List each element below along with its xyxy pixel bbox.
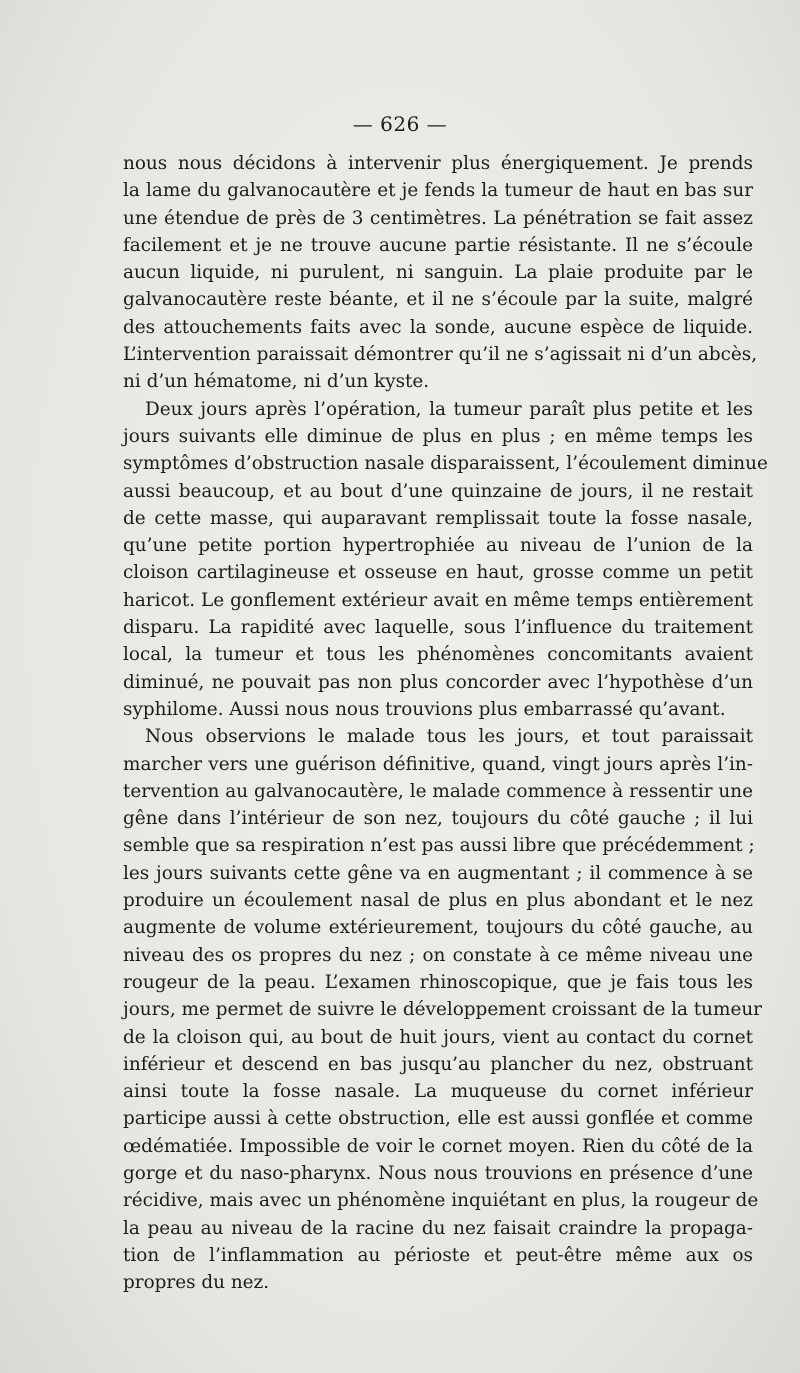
text-line: aucun liquide, ni purulent, ni sanguin. La plaie produite par le: [123, 262, 753, 284]
text-line: niveau des os propres du nez ; on constate à ce même niveau une: [123, 944, 753, 966]
text-line: une étendue de près de 3 centimètres. La pénétration se fait assez: [123, 207, 753, 229]
text-line: la peau au niveau de la racine du nez faisait craindre la propaga-: [123, 1217, 753, 1239]
text-line: disparu. La rapidité avec laquelle, sous l’influence du traitement: [123, 617, 753, 639]
text-line: de cette masse, qui auparavant remplissait toute la fosse nasale,: [123, 507, 753, 529]
text-line: Nous observions le malade tous les jours, et tout paraissait: [145, 726, 753, 748]
text-line: produire un écoulement nasal de plus en plus abondant et le nez: [123, 890, 753, 912]
text-line: diminué, ne pouvait pas non plus concorder avec l’hypothèse d’un: [123, 671, 753, 693]
text-line: œdématiée. Impossible de voir le cornet moyen. Rien du côté de la: [123, 1135, 753, 1157]
text-line: marcher vers une guérison définitive, quand, vingt jours après l’in-: [123, 753, 753, 775]
text-line: L’intervention paraissait démontrer qu’il ne s’agissait ni d’un abcès,: [123, 344, 758, 366]
text-line: haricot. Le gonflement extérieur avait en même temps entièrement: [123, 589, 753, 611]
text-line: facilement et je ne trouve aucune partie résistante. Il ne s’écoule: [123, 234, 753, 256]
text-line: cloison cartilagineuse et osseuse en haut, grosse comme un petit: [123, 562, 753, 584]
text-line: galvanocautère reste béante, et il ne s’écoule par la suite, malgré: [123, 289, 753, 311]
text-line: tion de l’inflammation au périoste et peut-être même aux os: [123, 1244, 753, 1266]
text-line: gorge et du naso-pharynx. Nous nous trouvions en présence d’une: [123, 1162, 753, 1184]
text-line: augmente de volume extérieurement, toujours du côté gauche, au: [123, 917, 753, 939]
text-line: Deux jours après l’opération, la tumeur paraît plus petite et les: [145, 398, 753, 420]
text-line: tervention au galvanocautère, le malade commence à ressentir une: [123, 780, 753, 802]
text-line: participe aussi à cette obstruction, elle est aussi gonflée et comme: [123, 1108, 753, 1130]
text-line: propres du nez.: [123, 1272, 270, 1294]
text-line: des attouchements faits avec la sonde, aucune espèce de liquide.: [123, 316, 753, 338]
text-line: ni d’un hématome, ni d’un kyste.: [123, 371, 430, 393]
text-line: inférieur et descend en bas jusqu’au plancher du nez, obstruant: [123, 1053, 753, 1075]
text-line: local, la tumeur et tous les phénomènes concomitants avaient: [123, 644, 753, 666]
text-line: syphilome. Aussi nous nous trouvions plus embarrassé qu’avant.: [123, 698, 726, 720]
page-number: — 626 —: [352, 112, 448, 136]
text-line: de la cloison qui, au bout de huit jours, vient au contact du cornet: [123, 1026, 753, 1048]
text-line: nous nous décidons à intervenir plus énergiquement. Je prends: [123, 153, 753, 174]
text-line: jours, me permet de suivre le développement croissant de la tumeur: [123, 999, 762, 1021]
text-line: la lame du galvanocautère et je fends la tumeur de haut en bas sur: [123, 180, 753, 202]
text-line: gêne dans l’intérieur de son nez, toujours du côté gauche ; il lui: [123, 808, 753, 830]
text-line: récidive, mais avec un phénomène inquiétant en plus, la rougeur de: [123, 1190, 759, 1212]
text-line: ainsi toute la fosse nasale. La muqueuse du cornet inférieur: [123, 1081, 753, 1103]
body-text: [123, 150, 768, 1296]
text-line: semble que sa respiration n’est pas aussi libre que précédemment ;: [123, 835, 755, 857]
text-line: jours suivants elle diminue de plus en plus ; en même temps les: [123, 425, 753, 447]
text-line: symptômes d’obstruction nasale disparaissent, l’écoulement diminue: [123, 453, 768, 475]
text-line: les jours suivants cette gêne va en augmentant ; il commence à se: [123, 862, 753, 884]
text-line: rougeur de la peau. L’examen rhinoscopique, que je fais tous les: [123, 971, 753, 993]
text-line: aussi beaucoup, et au bout d’une quinzaine de jours, il ne restait: [123, 480, 753, 502]
text-line: qu’une petite portion hypertrophiée au niveau de l’union de la: [123, 535, 753, 557]
